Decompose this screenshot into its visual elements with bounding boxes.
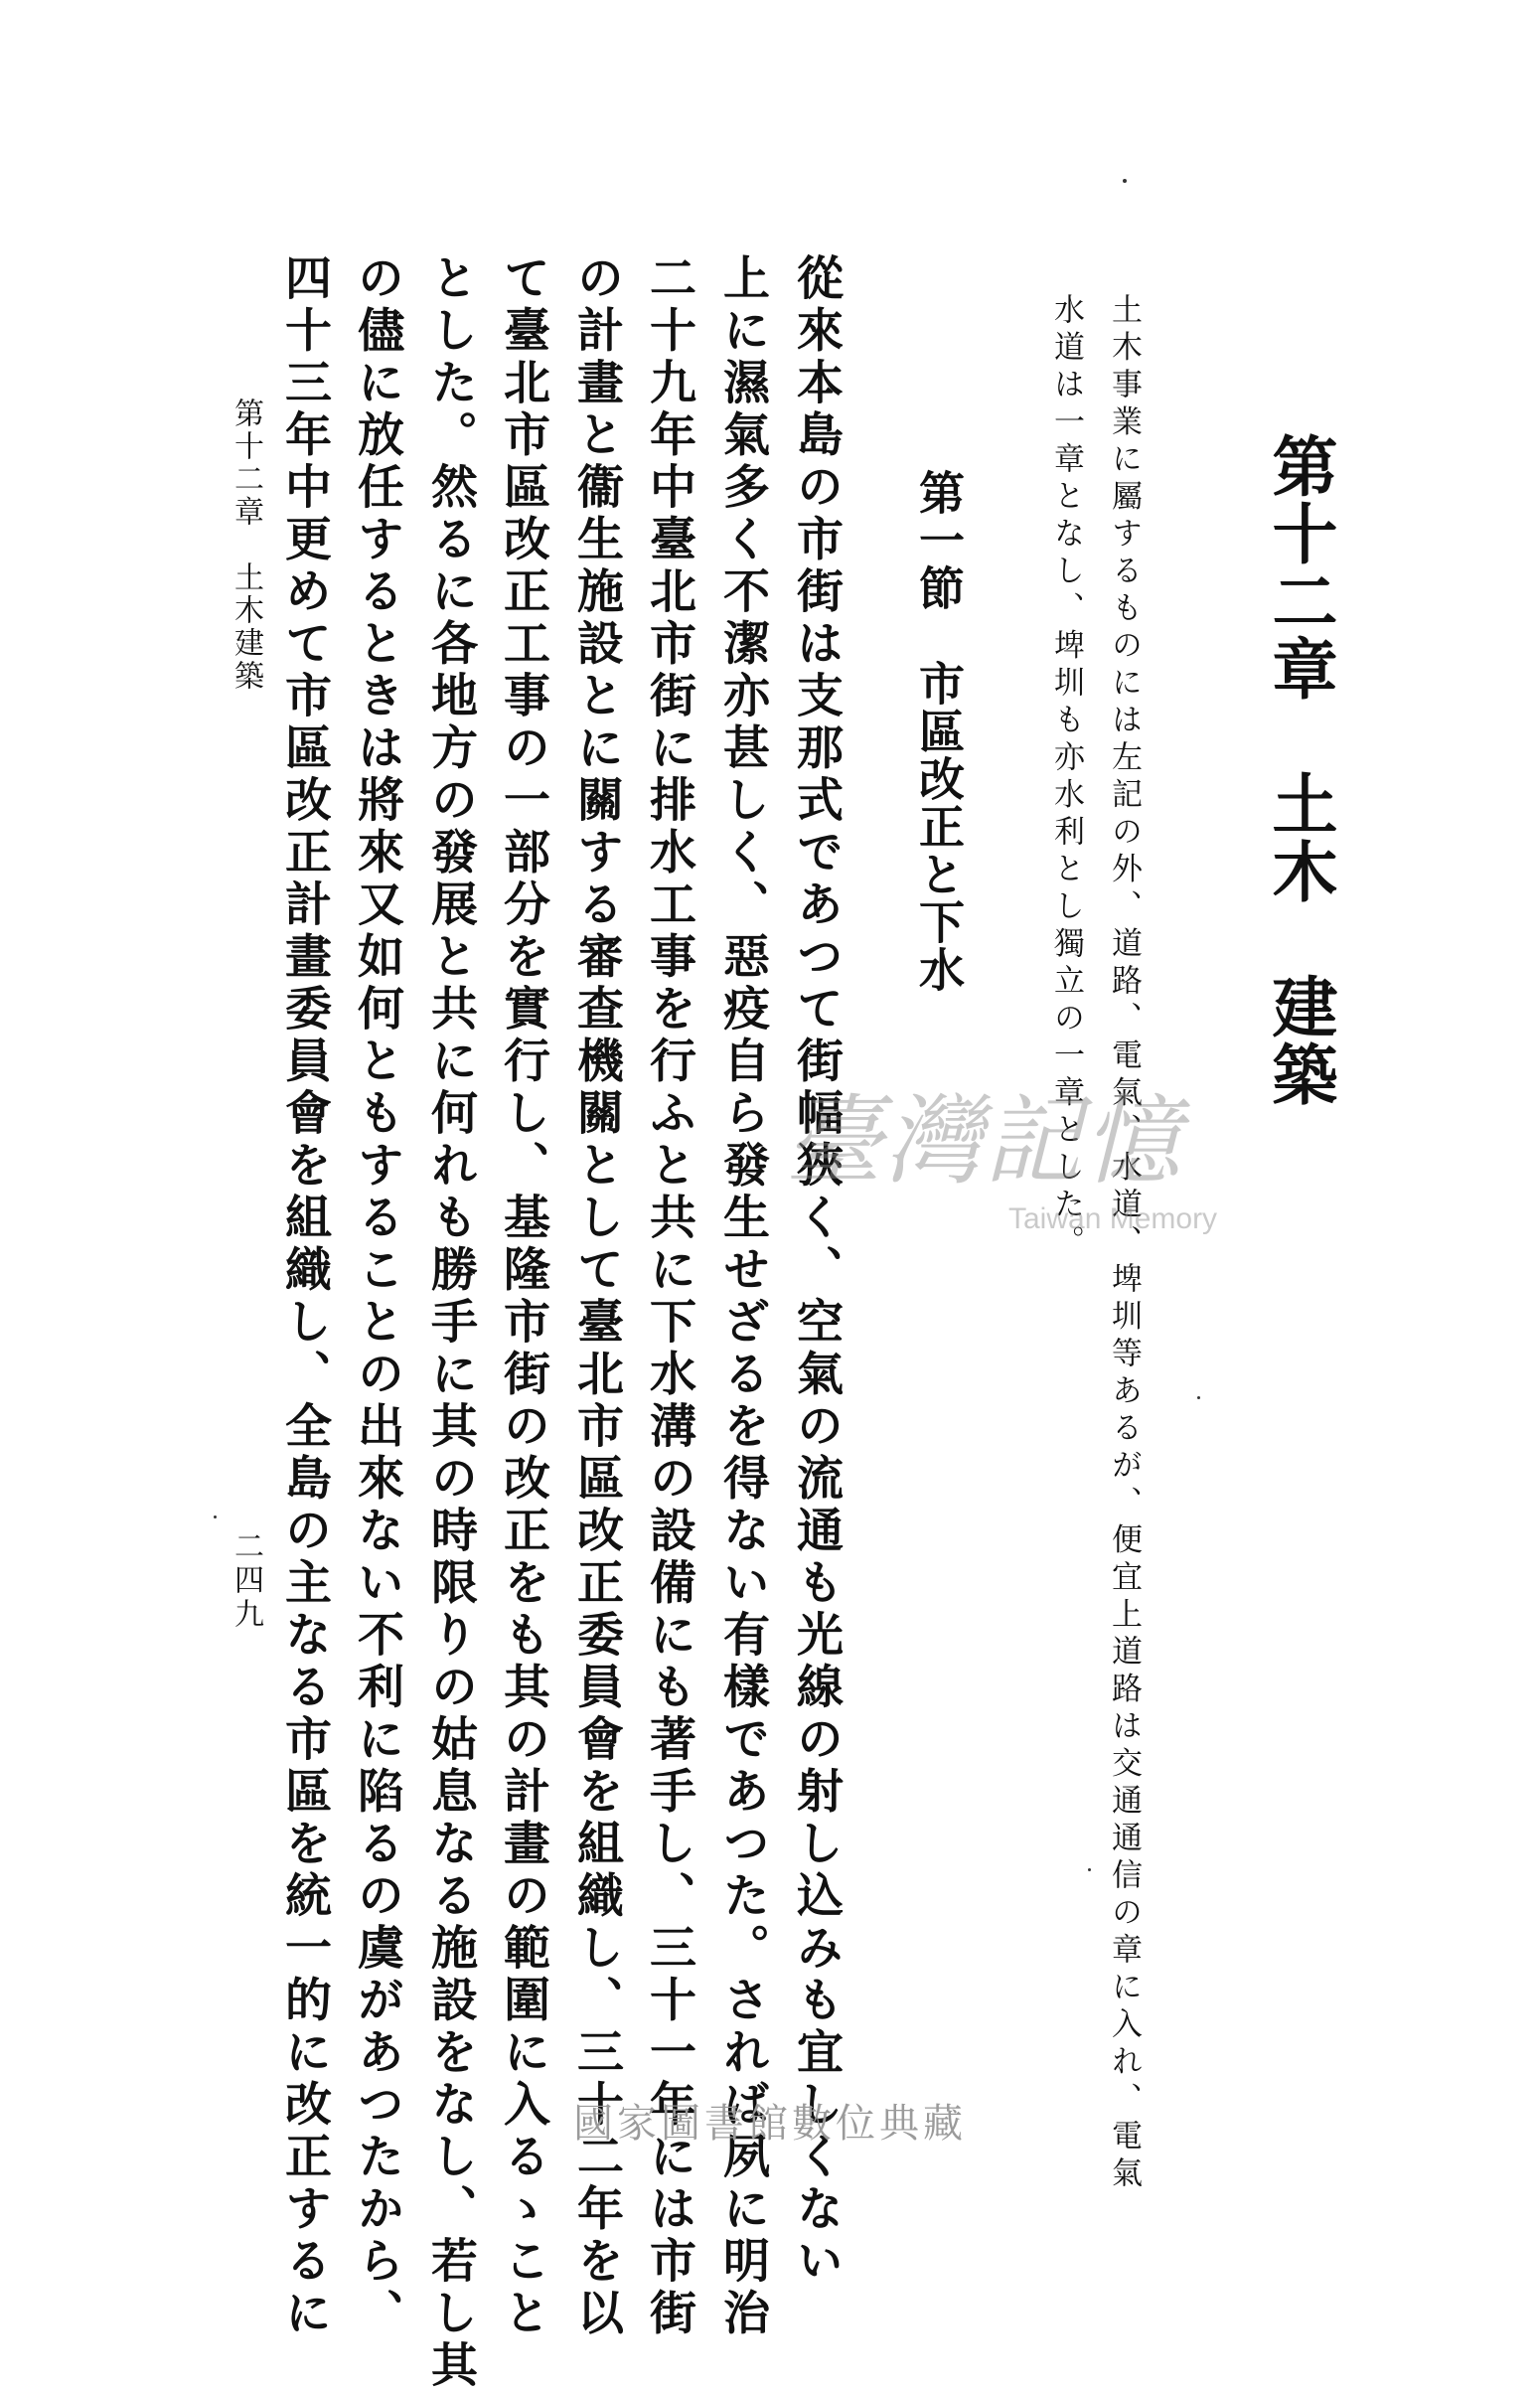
body-line-8: 四十三年中更めて市區改正計畫委員會を組織し、全島の主なる市區を統一的に改正するに bbox=[277, 253, 332, 2340]
library-caption: 國家圖書館數位典藏 bbox=[573, 2101, 967, 2147]
scan-speck bbox=[1088, 1868, 1091, 1871]
body-line-5: て臺北市區改正工事の一部分を實行し、基隆市街の改正をも其の計畫の範圍に入るゝこと bbox=[496, 253, 550, 2340]
taiwan-memory-watermark bbox=[785, 1063, 1262, 1242]
body-line-1: 從來本島の市街は支那式であつて街幅狹く、空氣の流通も光線の射し込みも宜しくない bbox=[789, 253, 844, 2289]
watermark-logo-text: 臺灣記憶 bbox=[785, 1085, 1183, 1198]
scan-speck bbox=[1123, 179, 1127, 183]
body-line-2: 上に濕氣多く不潔亦甚しく、惡疫自ら發生せざるを得ない有樣であつた。されば夙に明治 bbox=[715, 253, 770, 2340]
section-title: 第一節 市區改正と下水 bbox=[912, 469, 966, 994]
chapter-title: 第十二章 土木 建築 bbox=[1261, 432, 1338, 1108]
watermark-english: Taiwan Memory bbox=[1008, 1202, 1218, 1235]
body-line-4: の計畫と衞生施設とに關する審查機關として臺北市區改正委員會を組織し、三十二年を以 bbox=[569, 253, 624, 2340]
scan-speck bbox=[1197, 1396, 1200, 1399]
body-line-7: の儘に放任するときは將來又如何ともすることの出來ない不利に陷るの虞があつたから、 bbox=[350, 253, 404, 2340]
intro-line-1: 土木事業に屬するものには左記の外、道路、電氣、水道、埤圳等あるが、便宜上道路は交通通信の章に入れ、電氣 bbox=[1106, 293, 1142, 2194]
intro-line-2: 水道は一章となし、埤圳も亦水利とし獨立の一章とした。 bbox=[1048, 293, 1084, 1262]
body-line-6: とした。然るに各地方の發展と共に何れも勝手に其の時限りの姑息なる施設をなし、若し其 bbox=[423, 253, 478, 2393]
page-number: 二四九 bbox=[229, 1530, 263, 1632]
scan-speck bbox=[214, 1516, 217, 1518]
body-line-3: 二十九年中臺北市街に排水工事を行ふと共に下水溝の設備にも著手し、三十一年には市街 bbox=[642, 253, 696, 2340]
running-head: 第十二章 土木建築 bbox=[229, 398, 263, 693]
